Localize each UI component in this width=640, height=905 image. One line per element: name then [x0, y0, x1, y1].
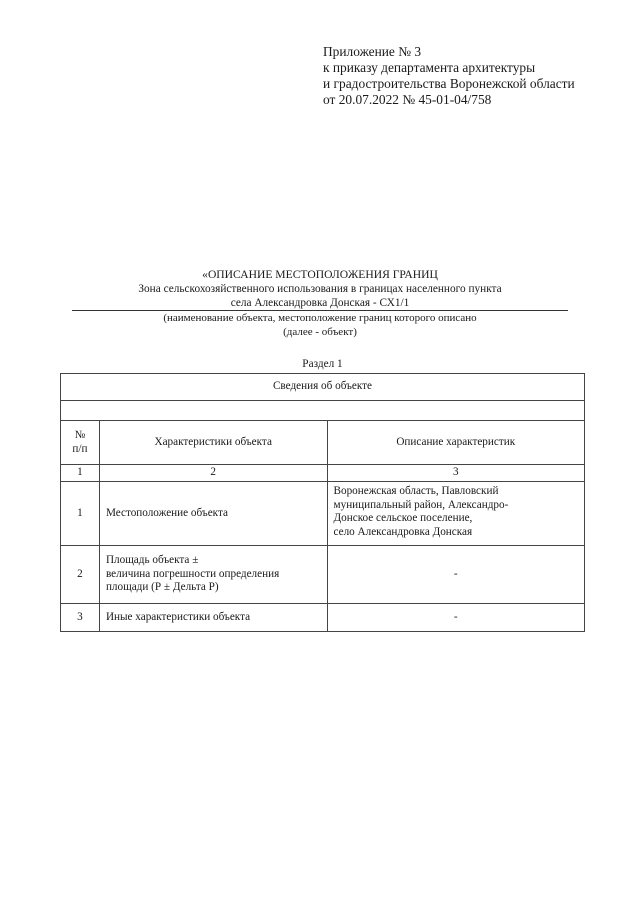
table-row	[61, 604, 585, 632]
table-title: Сведения об объекте	[61, 374, 585, 401]
header-num: № п/п	[61, 421, 100, 465]
header-characteristic: Характеристики объекта	[99, 421, 327, 465]
table-header-row	[61, 421, 585, 465]
row-1-description	[327, 482, 584, 546]
row-3-characteristic: Иные характеристики объекта	[99, 604, 327, 632]
appendix-line-4: от 20.07.2022 № 45-01-04/758	[323, 92, 492, 107]
column-number-row	[61, 465, 585, 482]
table-row	[61, 482, 585, 546]
title-line-4: (наименование объекта, местоположение границ которого описано	[163, 312, 477, 324]
section-label: Раздел 1	[302, 358, 343, 370]
col-number-2: 2	[99, 465, 327, 482]
row-1-description-line-4: село Александровка Донская	[333, 525, 473, 538]
row-1-description-line-1: Воронежская область, Павловский	[333, 485, 499, 497]
col-number-1: 1	[61, 465, 100, 482]
appendix-line-1: Приложение № 3	[323, 44, 422, 59]
row-3-description: -	[327, 604, 584, 632]
table-title-row	[61, 374, 585, 401]
row-3-num: 3	[61, 604, 100, 632]
title-line-2: Зона сельскохозяйственного использования в границах населенного пункта	[138, 283, 502, 295]
appendix-header	[323, 44, 575, 108]
row-2-description: -	[327, 546, 584, 604]
table-empty-row	[61, 401, 585, 421]
row-1-description-line-3: Донское сельское поселение,	[333, 512, 473, 525]
title-line-3: села Александровка Донская - СХ1/1	[72, 296, 568, 311]
header-description: Описание характеристик	[327, 421, 584, 465]
appendix-line-2: к приказу департамента архитектуры	[323, 60, 536, 75]
row-1-description-line-2: муниципальный район, Александро-	[333, 498, 509, 511]
table-empty-cell	[61, 401, 585, 421]
title-line-5: (далее - объект)	[283, 326, 357, 338]
row-2-characteristic-line-1: Площадь объекта ±	[105, 554, 199, 567]
row-1-num: 1	[61, 482, 100, 546]
appendix-line-3: и градостроительства Воронежской области	[323, 76, 575, 91]
title-line-1: «ОПИСАНИЕ МЕСТОПОЛОЖЕНИЯ ГРАНИЦ	[202, 268, 438, 281]
row-1-characteristic: Местоположение объекта	[99, 482, 327, 546]
document-title	[60, 268, 580, 339]
row-2-characteristic-line-2: величина погрешности определения	[105, 567, 280, 580]
object-info-table	[60, 373, 585, 632]
row-2-num: 2	[61, 546, 100, 604]
col-number-3: 3	[327, 465, 584, 482]
row-2-characteristic	[99, 546, 327, 604]
table-row	[61, 546, 585, 604]
row-2-characteristic-line-3: площади (Р ± Дельта Р)	[105, 581, 219, 594]
